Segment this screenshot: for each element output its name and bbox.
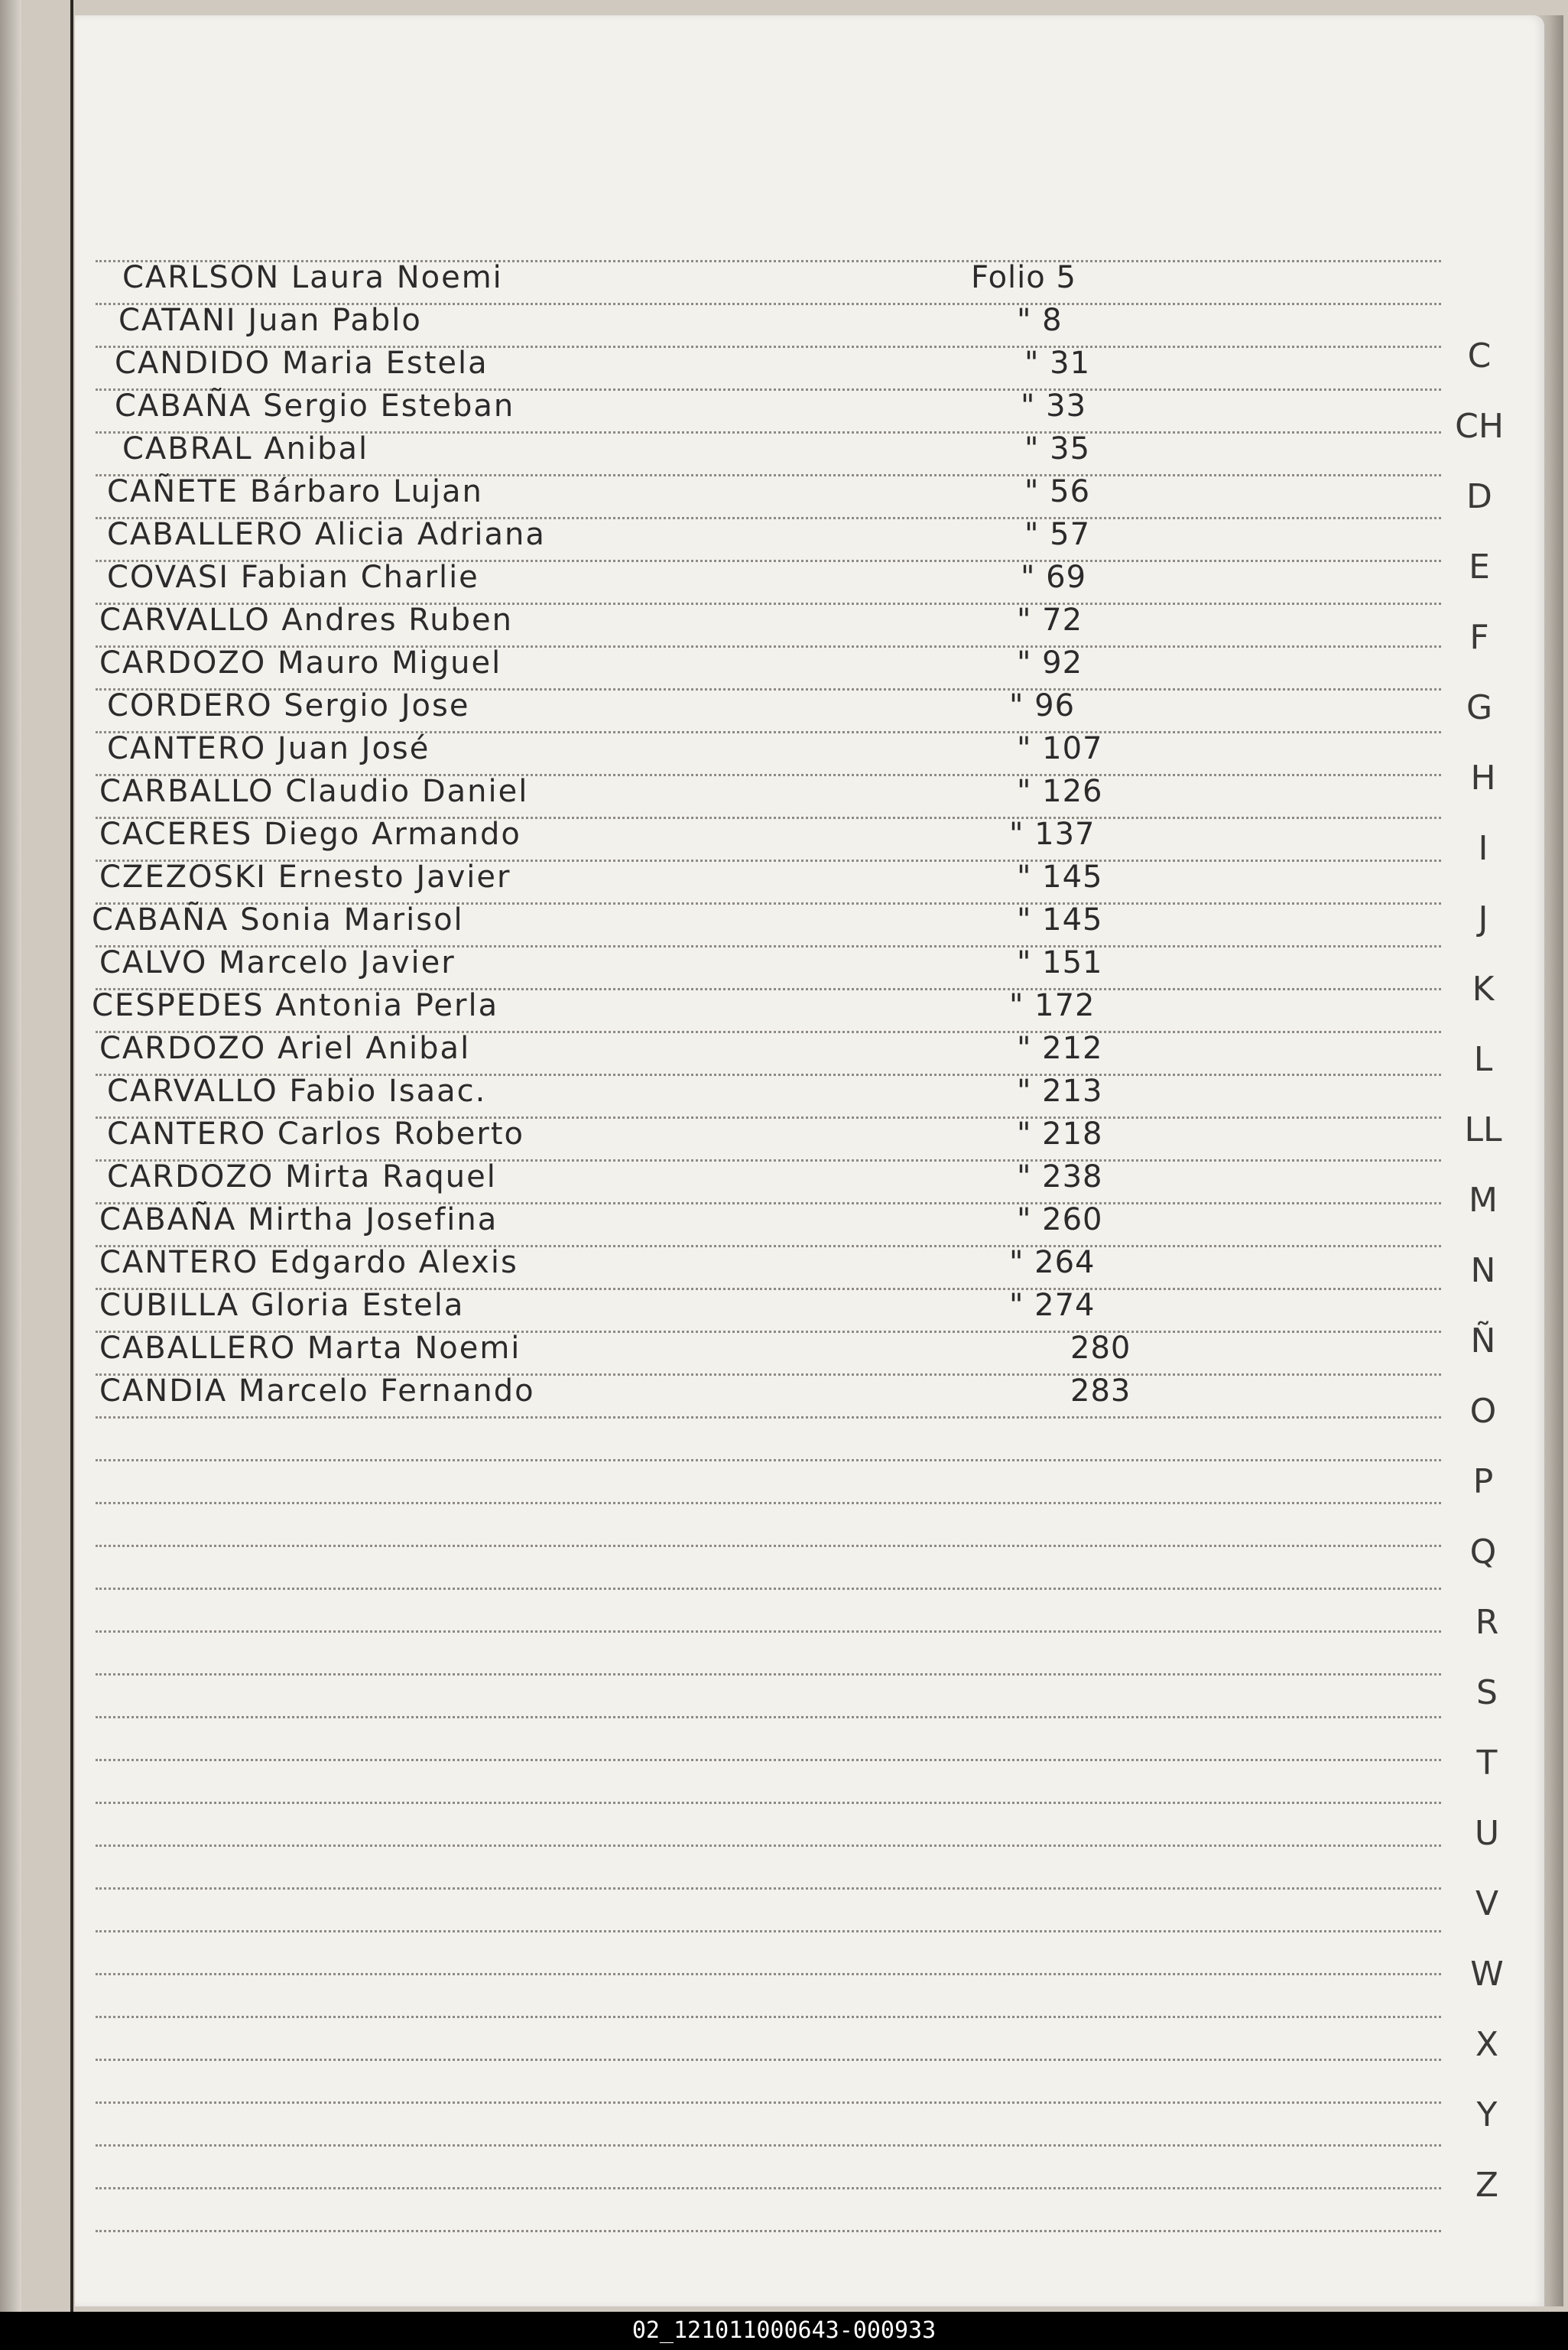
entry-folio: " 126	[1017, 774, 1103, 809]
ruled-line	[96, 1630, 1441, 1633]
ruled-line	[96, 1845, 1441, 1847]
index-tab[interactable]: K	[1472, 970, 1495, 1009]
entry-folio: " 96	[1009, 688, 1076, 723]
entry-name: CANDIDO Maria Estela	[115, 346, 489, 381]
index-tab[interactable]: M	[1469, 1181, 1498, 1220]
entry-name: CARBALLO Claudio Daniel	[99, 774, 529, 809]
entry-name: CANTERO Carlos Roberto	[107, 1116, 525, 1152]
ruled-line	[96, 1973, 1441, 1975]
entry-folio: " 213	[1017, 1074, 1103, 1109]
alphabet-index-tabs	[1445, 336, 1560, 2264]
index-tab[interactable]: Q	[1469, 1533, 1497, 1572]
ruled-line	[96, 2016, 1441, 2018]
entry-folio: " 260	[1017, 1202, 1103, 1237]
index-tab[interactable]: R	[1475, 1603, 1499, 1642]
ruled-line	[96, 1930, 1441, 1932]
entry-name: CANTERO Juan José	[107, 731, 430, 766]
entry-name: CABAÑA Mirtha Josefina	[99, 1202, 498, 1237]
entry-name: CARDOZO Mirta Raquel	[107, 1159, 497, 1195]
index-tab[interactable]: V	[1475, 1884, 1499, 1923]
entry-name: CARDOZO Ariel Anibal	[99, 1031, 471, 1066]
entry-folio: " 212	[1017, 1031, 1103, 1066]
entry-folio: " 33	[1021, 388, 1087, 424]
entry-folio: " 56	[1024, 474, 1091, 509]
index-tab[interactable]: T	[1476, 1744, 1498, 1783]
index-tab[interactable]: G	[1466, 688, 1493, 727]
entry-name: CABRAL Anibal	[122, 431, 369, 466]
index-tab[interactable]: E	[1469, 548, 1490, 587]
entry-folio: " 238	[1017, 1159, 1103, 1195]
entry-name: CAÑETE Bárbaro Lujan	[107, 474, 483, 509]
index-tab[interactable]: S	[1476, 1673, 1498, 1712]
ruled-line	[96, 1759, 1441, 1761]
index-tab[interactable]: H	[1470, 759, 1496, 798]
entry-folio: Folio 5	[971, 260, 1076, 295]
index-tab[interactable]: F	[1469, 618, 1489, 657]
entry-folio: " 72	[1017, 603, 1083, 638]
entry-folio: " 137	[1009, 817, 1096, 852]
index-tab[interactable]: W	[1470, 1955, 1504, 1994]
entry-folio: " 57	[1024, 517, 1091, 552]
entry-folio: " 69	[1021, 560, 1087, 595]
entry-folio: " 145	[1017, 902, 1103, 938]
index-tab[interactable]: Ñ	[1470, 1321, 1496, 1360]
ruled-line	[96, 2144, 1441, 2147]
index-tab[interactable]: J	[1478, 899, 1488, 938]
entry-folio: " 35	[1024, 431, 1091, 466]
index-tab[interactable]: Z	[1475, 2166, 1499, 2205]
ruled-line	[96, 1716, 1441, 1718]
entry-name: CABALLERO Alicia Adriana	[107, 517, 546, 552]
index-tab[interactable]: D	[1466, 477, 1492, 516]
entry-name: CZEZOSKI Ernesto Javier	[99, 860, 511, 895]
entry-folio: 280	[1070, 1331, 1131, 1366]
index-tab[interactable]: C	[1467, 336, 1492, 375]
entry-folio: " 218	[1017, 1116, 1103, 1152]
ruled-line	[96, 1545, 1441, 1547]
ruled-line	[96, 2230, 1441, 2232]
entry-folio: " 145	[1017, 860, 1103, 895]
entry-folio: " 92	[1017, 645, 1083, 681]
ruled-line	[96, 1588, 1441, 1590]
index-tab[interactable]: O	[1469, 1392, 1497, 1431]
index-tab[interactable]: X	[1475, 2025, 1499, 2064]
entry-name: CARVALLO Fabio Isaac.	[107, 1074, 487, 1109]
index-tab[interactable]: Y	[1476, 2095, 1498, 2134]
index-tab[interactable]: L	[1473, 1040, 1493, 1079]
ruled-line	[96, 2187, 1441, 2189]
entry-name: CABAÑA Sergio Esteban	[115, 388, 515, 424]
entry-name: CANDIA Marcelo Fernando	[99, 1373, 535, 1409]
ruled-line	[96, 2059, 1441, 2061]
entry-folio: " 107	[1017, 731, 1103, 766]
index-tab[interactable]: I	[1478, 829, 1488, 868]
image-id-caption: 02_121011000643-000933	[0, 2312, 1568, 2350]
entry-folio: " 31	[1024, 346, 1091, 381]
index-tab[interactable]: U	[1474, 1814, 1500, 1853]
entry-name: CALVO Marcelo Javier	[99, 945, 456, 980]
ruled-line	[96, 1887, 1441, 1890]
entry-name: COVASI Fabian Charlie	[107, 560, 479, 595]
index-tab[interactable]: P	[1472, 1462, 1494, 1501]
entry-name: CACERES Diego Armando	[99, 817, 521, 852]
entry-name: CUBILLA Gloria Estela	[99, 1288, 465, 1323]
entry-name: CARDOZO Mauro Miguel	[99, 645, 502, 681]
ruled-line	[96, 2101, 1441, 2104]
entry-name: CESPEDES Antonia Perla	[92, 988, 499, 1023]
entry-name: CARLSON Laura Noemi	[122, 260, 503, 295]
entry-name: CABALLERO Marta Noemi	[99, 1331, 521, 1366]
entry-folio: " 151	[1017, 945, 1103, 980]
ruled-line	[96, 1673, 1441, 1676]
entry-folio: 283	[1070, 1373, 1131, 1409]
entry-name: CARVALLO Andres Ruben	[99, 603, 513, 638]
index-tab[interactable]: N	[1470, 1251, 1496, 1290]
index-tab[interactable]: CH	[1455, 407, 1504, 446]
entry-folio: " 274	[1009, 1288, 1096, 1323]
entry-name: CABAÑA Sonia Marisol	[92, 902, 464, 938]
entry-folio: " 8	[1017, 303, 1063, 338]
entry-name: CATANI Juan Pablo	[118, 303, 422, 338]
ruled-line	[96, 1802, 1441, 1804]
entry-folio: " 172	[1009, 988, 1096, 1023]
entry-name: CORDERO Sergio Jose	[107, 688, 470, 723]
entry-folio: " 264	[1009, 1245, 1096, 1280]
entry-name: CANTERO Edgardo Alexis	[99, 1245, 518, 1280]
index-tab[interactable]: LL	[1464, 1110, 1502, 1149]
